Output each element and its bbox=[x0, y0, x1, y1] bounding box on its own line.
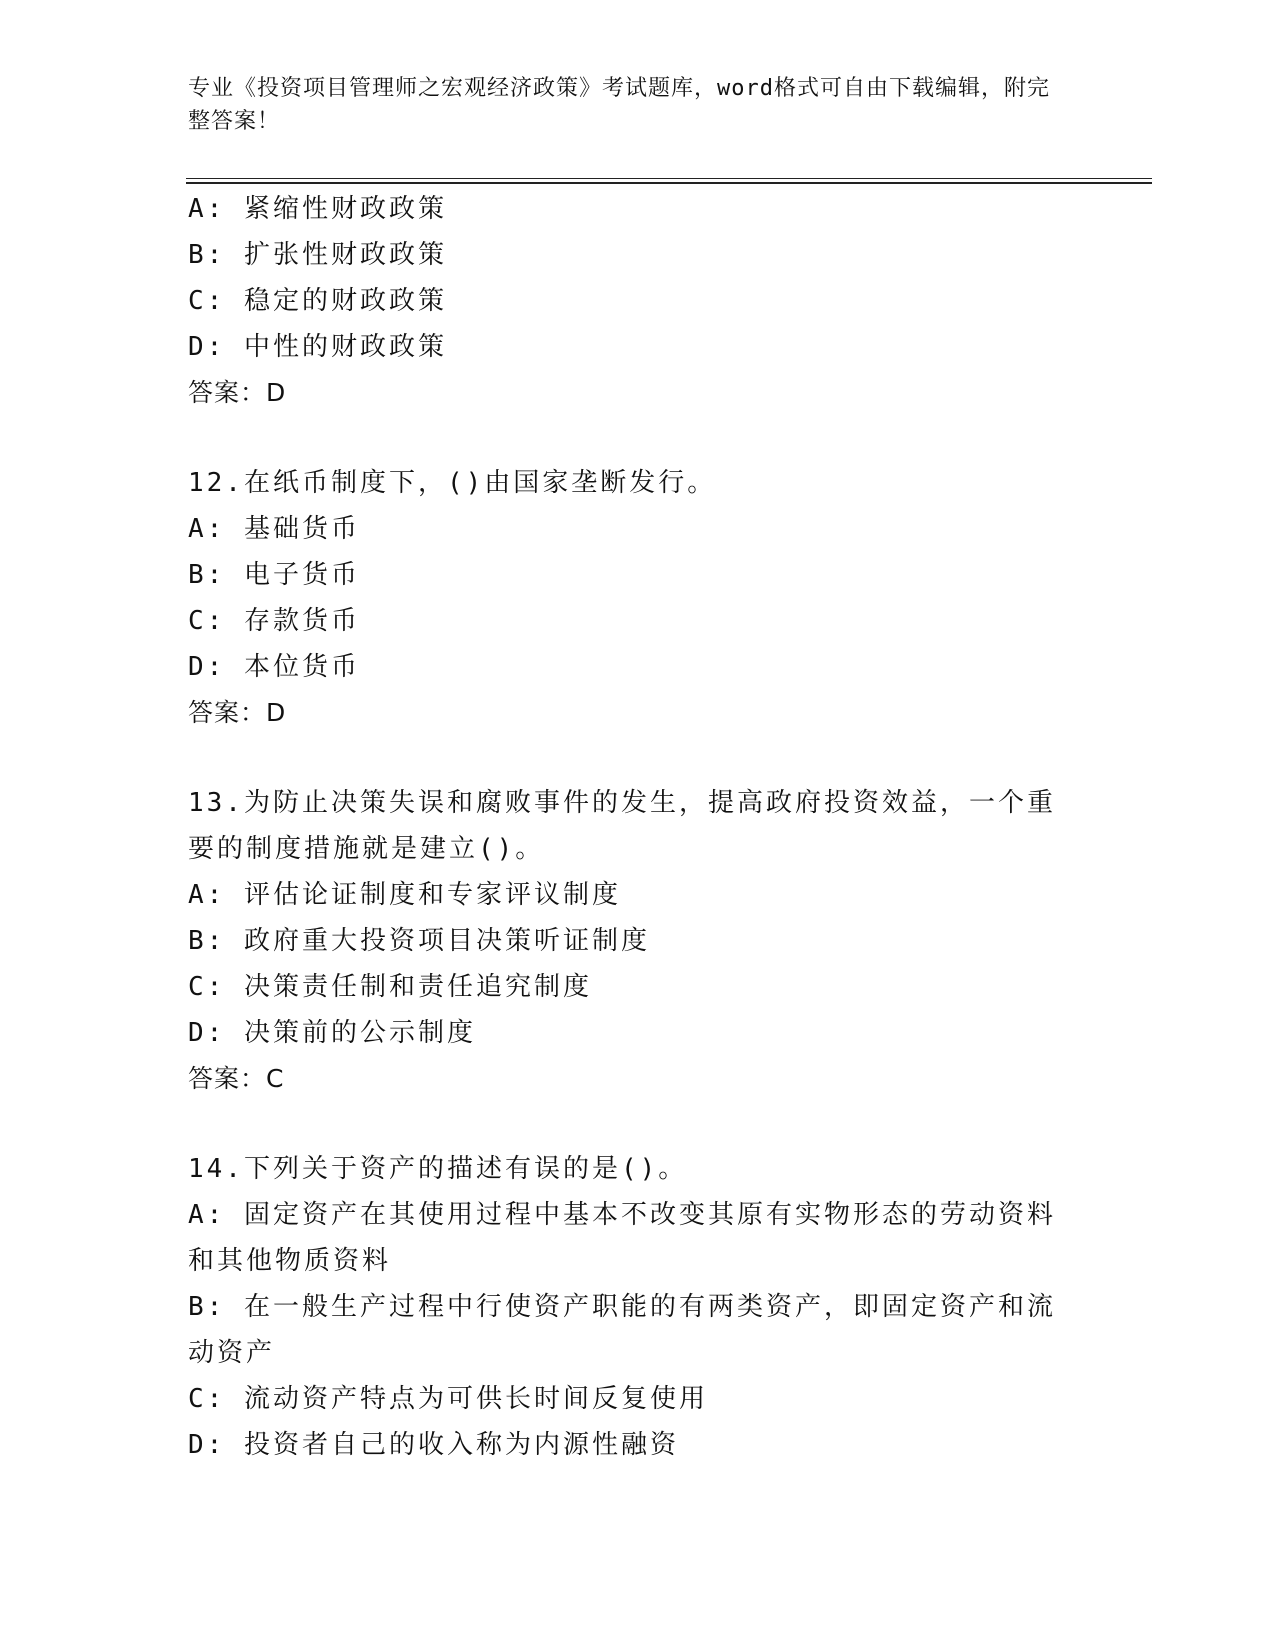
option-d: D: 中性的财政政策 bbox=[188, 332, 447, 362]
question-block-11 bbox=[188, 186, 1068, 416]
answer-line: 答案：D bbox=[188, 698, 287, 727]
option-c: C: 流动资产特点为可供长时间反复使用 bbox=[188, 1384, 708, 1414]
answer-line: 答案：C bbox=[188, 1064, 285, 1093]
option-b: B: 扩张性财政政策 bbox=[188, 240, 447, 270]
option-a: A: 评估论证制度和专家评议制度 bbox=[188, 880, 621, 910]
option-b: B: 在一般生产过程中行使资产职能的有两类资产，即固定资产和流动资产 bbox=[188, 1292, 1056, 1368]
option-b: B: 政府重大投资项目决策听证制度 bbox=[188, 926, 650, 956]
option-c: C: 决策责任制和责任追究制度 bbox=[188, 972, 592, 1002]
question-text: 13.为防止决策失误和腐败事件的发生，提高政府投资效益，一个重要的制度措施就是建立()。 bbox=[188, 788, 1056, 864]
option-d: D: 本位货币 bbox=[188, 652, 360, 682]
question-text: 12.在纸币制度下，()由国家垄断发行。 bbox=[188, 468, 717, 498]
header-divider-thin bbox=[186, 178, 1152, 179]
option-a: A: 基础货币 bbox=[188, 514, 360, 544]
option-d: D: 投资者自己的收入称为内源性融资 bbox=[188, 1430, 679, 1460]
question-block-13 bbox=[188, 780, 1068, 1102]
question-block-14 bbox=[188, 1146, 1068, 1468]
question-text: 14.下列关于资产的描述有误的是()。 bbox=[188, 1154, 688, 1184]
option-b: B: 电子货币 bbox=[188, 560, 360, 590]
option-c: C: 存款货币 bbox=[188, 606, 360, 636]
question-list bbox=[188, 186, 1068, 1468]
answer-line: 答案：D bbox=[188, 378, 287, 407]
document-header: 专业《投资项目管理师之宏观经济政策》考试题库，word格式可自由下载编辑，附完整答案！ bbox=[188, 76, 1050, 134]
question-block-12 bbox=[188, 460, 1068, 736]
header-divider-thick bbox=[186, 182, 1152, 184]
option-c: C: 稳定的财政政策 bbox=[188, 286, 447, 316]
option-a: A: 固定资产在其使用过程中基本不改变其原有实物形态的劳动资料和其他物质资料 bbox=[188, 1200, 1056, 1276]
option-d: D: 决策前的公示制度 bbox=[188, 1018, 476, 1048]
option-a: A: 紧缩性财政政策 bbox=[188, 194, 447, 224]
